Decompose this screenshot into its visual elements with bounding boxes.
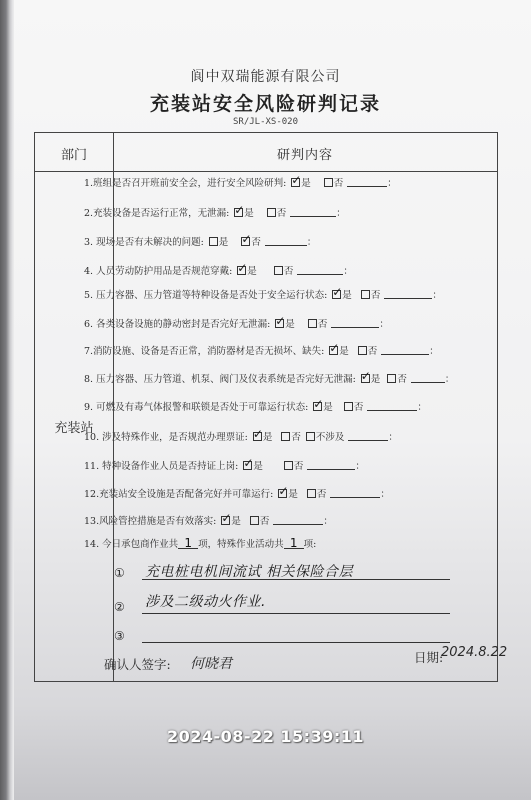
yes-checkbox[interactable]	[237, 261, 248, 275]
remark-blank[interactable]	[381, 354, 429, 355]
department-name: 充装站	[54, 421, 94, 436]
remark-blank[interactable]	[367, 410, 417, 411]
checklist-item-text: 4. 人员劳动防护用品是否规范穿戴:	[84, 266, 233, 277]
no-label: 否	[353, 402, 364, 413]
checklist-item-3	[84, 234, 316, 248]
checklist-item-13	[84, 513, 333, 527]
signature-value[interactable]: 何晓君	[190, 656, 232, 672]
remark-blank[interactable]	[331, 327, 379, 328]
column-header-department: 部门	[60, 148, 87, 163]
checklist-item-text: 5. 压力容器、压力管道等特种设备是否处于安全运行状态:	[84, 290, 328, 301]
no-label: 否	[367, 346, 378, 357]
checklist-item-text: 13.风险管控措施是否有效落实:	[84, 516, 217, 527]
checklist-item-text: 12.充装站安全设施是否配备完好并可靠运行:	[84, 489, 274, 500]
yes-checkbox[interactable]	[275, 314, 286, 328]
no-checkbox[interactable]	[281, 432, 290, 441]
no-checkbox[interactable]	[361, 290, 370, 299]
row-end-colon: ：	[336, 208, 346, 219]
yes-label: 是	[339, 346, 349, 357]
activity-1-text[interactable]: 充电桩电机间流试 相关保险合层	[145, 564, 353, 580]
row-end-colon: ：	[388, 432, 398, 443]
contractor-count[interactable]: 1	[178, 538, 198, 549]
checklist-item-text: 10. 涉及特殊作业，是否规范办理票证:	[84, 432, 248, 443]
no-checkbox[interactable]	[387, 374, 396, 383]
no-checkbox[interactable]	[250, 516, 259, 525]
checklist-item-text: 11. 特种设备作业人员是否持证上岗:	[84, 461, 239, 472]
date-value[interactable]: 2024.8.22	[441, 645, 508, 660]
no-checkbox[interactable]	[274, 266, 283, 275]
remark-blank[interactable]	[411, 382, 445, 383]
check-mark-icon: ✓	[313, 397, 324, 411]
checklist-item-text: 1.班组是否召开班前安全会，进行安全风险研判:	[84, 178, 287, 189]
checklist-item-5	[84, 287, 442, 301]
row-end-colon: ：	[380, 489, 390, 500]
checklist-item-text: 9. 可燃及有毒气体报警和联锁是否处于可靠运行状态:	[84, 402, 309, 413]
item-14	[84, 536, 316, 550]
check-mark-icon: ✓	[241, 232, 252, 246]
not-involved-label: 不涉及	[315, 432, 345, 443]
activity-3-line	[142, 642, 450, 643]
yes-checkbox[interactable]	[332, 285, 343, 299]
photo-timestamp: 2024-08-22 15:39:11	[166, 727, 364, 746]
yes-label: 是	[231, 516, 241, 527]
activity-1-marker: ①	[114, 566, 125, 580]
row-end-colon: ：	[306, 237, 317, 248]
yes-label: 是	[218, 237, 229, 248]
yes-label: 是	[262, 432, 273, 443]
no-label: 否	[283, 266, 294, 277]
signature-label: 确认人签字:	[104, 657, 171, 672]
row-end-colon: ：	[387, 178, 397, 189]
checklist-item-10	[84, 429, 398, 443]
check-mark-icon: ✓	[237, 261, 248, 275]
checklist-item-12	[84, 486, 390, 500]
no-label: 否	[251, 237, 261, 248]
date-label: 日期:	[414, 650, 444, 665]
no-checkbox[interactable]	[284, 461, 293, 470]
activity-2-line	[142, 613, 450, 614]
no-label: 否	[293, 461, 304, 472]
remark-blank[interactable]	[384, 298, 432, 299]
no-checkbox[interactable]	[358, 346, 367, 355]
yes-checkbox[interactable]	[252, 427, 263, 441]
remark-blank[interactable]	[330, 497, 380, 498]
yes-label: 是	[247, 266, 257, 277]
document-title: 充装站安全风险研判记录	[149, 93, 381, 115]
no-label: 否	[317, 319, 328, 330]
yes-checkbox[interactable]	[243, 456, 254, 470]
item-14-mid: 项，特殊作业活动共	[198, 539, 284, 550]
no-checkbox[interactable]	[324, 178, 333, 187]
checklist-item-text: 3. 现场是否有未解决的问题:	[84, 237, 204, 248]
no-label: 否	[370, 290, 381, 301]
yes-label: 是	[342, 290, 352, 301]
row-end-colon: ：	[355, 461, 365, 472]
item-14-prefix: 14. 今日承包商作业共	[84, 539, 179, 550]
remark-blank[interactable]	[273, 524, 323, 525]
row-end-colon: ：	[379, 319, 389, 330]
not-involved-checkbox[interactable]	[306, 432, 315, 441]
special-count[interactable]: 1	[284, 538, 304, 549]
remark-blank[interactable]	[307, 469, 355, 470]
yes-checkbox[interactable]	[221, 511, 232, 525]
item-14-suffix: 项:	[303, 539, 317, 550]
no-label: 否	[333, 178, 344, 189]
no-label: 否	[316, 489, 327, 500]
no-checkbox[interactable]	[307, 489, 316, 498]
no-label: 否	[291, 432, 301, 443]
no-checkbox[interactable]	[308, 319, 317, 328]
header-divider	[35, 171, 497, 172]
yes-checkbox[interactable]	[278, 484, 289, 498]
activity-2-marker: ②	[114, 600, 125, 614]
check-mark-icon: ✓	[332, 285, 343, 299]
yes-checkbox[interactable]	[234, 203, 245, 217]
check-mark-icon: ✓	[278, 484, 289, 498]
checklist-item-text: 7.消防设施、设备是否正常，消防器材是否无损坏、缺失:	[84, 346, 325, 357]
row-end-colon: ：	[323, 516, 333, 527]
no-label: 否	[397, 374, 407, 385]
check-mark-icon: ✓	[360, 369, 371, 383]
checklist-item-2	[84, 205, 346, 219]
check-mark-icon: ✓	[252, 427, 263, 441]
yes-label: 是	[244, 208, 254, 219]
document-code: SR/JL-XS-020	[232, 117, 299, 127]
checklist-item-9	[84, 399, 427, 413]
activity-2-text[interactable]: 涉及二级动火作业.	[145, 594, 266, 610]
yes-label: 是	[370, 374, 381, 385]
yes-checkbox[interactable]	[209, 237, 218, 246]
yes-label: 是	[301, 178, 311, 189]
remark-blank[interactable]	[297, 274, 343, 275]
check-mark-icon: ✓	[243, 456, 254, 470]
remark-blank[interactable]	[347, 186, 387, 187]
checklist-item-6	[84, 316, 389, 330]
no-checkbox[interactable]	[241, 232, 252, 246]
remark-blank[interactable]	[265, 245, 307, 246]
yes-label: 是	[285, 319, 295, 330]
row-end-colon: ：	[429, 346, 439, 357]
yes-checkbox[interactable]	[329, 341, 340, 355]
checklist-item-text: 2.充装设备是否运行正常，无泄漏:	[84, 208, 230, 219]
yes-label: 是	[323, 402, 333, 413]
no-label: 否	[259, 516, 270, 527]
yes-checkbox[interactable]	[291, 173, 302, 187]
checklist-item-1	[84, 175, 397, 189]
company-name: 阆中双瑞能源有限公司	[190, 69, 341, 85]
remark-blank[interactable]	[290, 216, 336, 217]
check-mark-icon: ✓	[329, 341, 340, 355]
yes-label: 是	[288, 489, 298, 500]
check-mark-icon: ✓	[234, 203, 245, 217]
checklist-item-4	[84, 263, 353, 277]
check-mark-icon: ✓	[291, 173, 302, 187]
checklist-item-text: 8. 压力容器、压力管道、机泵、阀门及仪表系统是否完好无泄漏:	[84, 374, 356, 385]
check-mark-icon: ✓	[275, 314, 286, 328]
activity-1-line	[142, 579, 450, 580]
column-header-content: 研判内容	[276, 148, 333, 163]
checklist-item-11	[84, 458, 365, 472]
row-end-colon: ：	[432, 290, 442, 301]
remark-blank[interactable]	[348, 440, 388, 441]
checklist-item-8	[84, 371, 454, 385]
no-checkbox[interactable]	[344, 402, 353, 411]
checklist-item-7	[84, 343, 439, 357]
yes-checkbox[interactable]	[360, 369, 371, 383]
no-checkbox[interactable]	[267, 208, 276, 217]
activity-3-marker: ③	[114, 629, 125, 643]
no-label: 否	[276, 208, 287, 219]
yes-label: 是	[253, 461, 263, 472]
row-end-colon: ：	[343, 266, 353, 277]
yes-checkbox[interactable]	[313, 397, 324, 411]
checklist-item-text: 6. 各类设备设施的静动密封是否完好无泄漏:	[84, 319, 271, 330]
check-mark-icon: ✓	[221, 511, 232, 525]
row-end-colon: ：	[417, 402, 427, 413]
row-end-colon: ：	[444, 374, 455, 385]
